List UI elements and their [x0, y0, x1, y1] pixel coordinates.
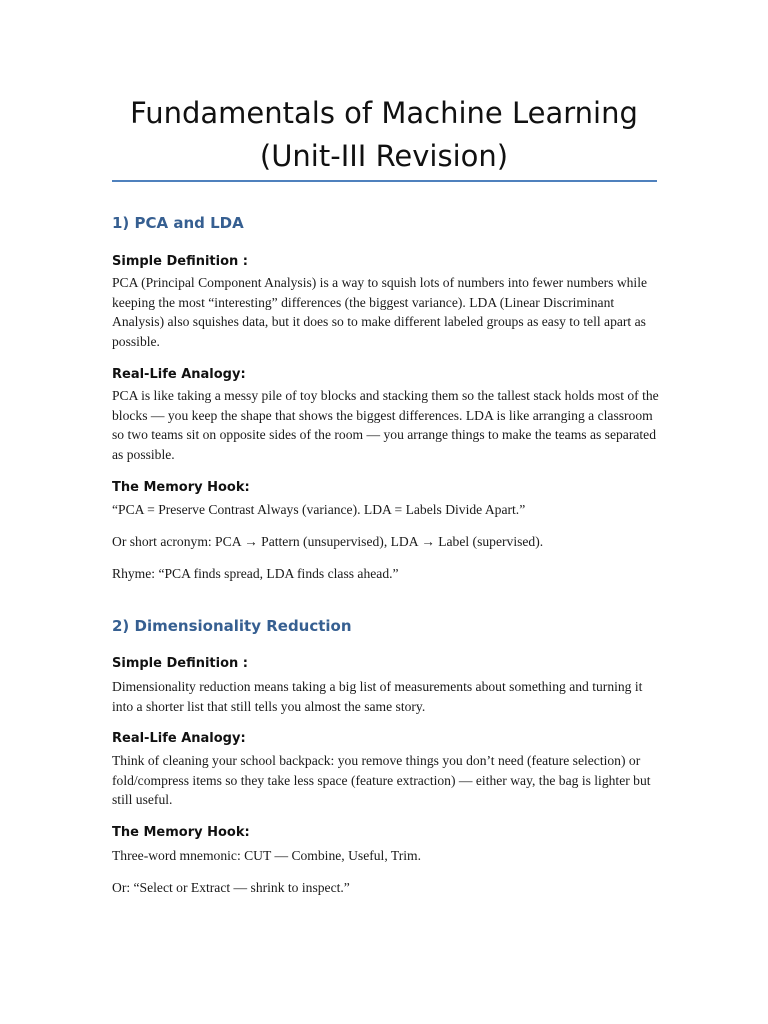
title-line-1: Fundamentals of Machine Learning [130, 96, 638, 130]
memory-hook-text: Or short acronym: PCA → Pattern (unsupervised), LDA → Label (supervised). [112, 534, 544, 549]
definition-label: Simple Definition : [112, 656, 249, 671]
memory-hook-label: The Memory Hook: [112, 480, 250, 495]
definition-label: Simple Definition : [112, 254, 249, 269]
analogy-text: Think of cleaning your school backpack: you remove things you don’t need (feature selection) or fold/compress items so they take less space (feature extraction) — either way, the bag is lighter but still useful. [112, 753, 651, 807]
definition-text: Dimensionality reduction means taking a big list of measurements about something and turning it into a shorter list that still tells you almost the same story. [112, 679, 643, 714]
memory-hook-text: Rhyme: “PCA finds spread, LDA finds class ahead.” [112, 566, 399, 581]
section-heading-dimensionality-reduction: 2) Dimensionality Reduction [112, 617, 352, 635]
analogy-label: Real-Life Analogy: [112, 367, 246, 382]
analogy-label: Real-Life Analogy: [112, 731, 246, 746]
memory-hook-label: The Memory Hook: [112, 825, 250, 840]
memory-hook-text: Or: “Select or Extract — shrink to inspect.” [112, 880, 350, 895]
section-heading-pca-lda: 1) PCA and LDA [112, 214, 244, 232]
title-line-2: (Unit-III Revision) [259, 139, 509, 173]
memory-hook-text: “PCA = Preserve Contrast Always (variance). LDA = Labels Divide Apart.” [112, 502, 526, 517]
title-divider [112, 180, 657, 182]
analogy-text: PCA is like taking a messy pile of toy blocks and stacking them so the tallest stack holds most of the blocks — you keep the shape that shows the biggest differences. LDA is like arranging a classroom so two teams sit on opposite sides of the room — you arrange things to make the teams as separated as possible. [112, 388, 659, 462]
document-title [112, 92, 656, 178]
memory-hook-text: Three-word mnemonic: CUT — Combine, Useful, Trim. [112, 848, 421, 863]
definition-text: PCA (Principal Component Analysis) is a way to squish lots of numbers into fewer numbers while keeping the most “interesting” differences (the biggest variance). LDA (Linear Discriminant Analysis) also squishes data, but it does so to make different labeled groups as easy to tell apart as possible. [112, 275, 648, 349]
